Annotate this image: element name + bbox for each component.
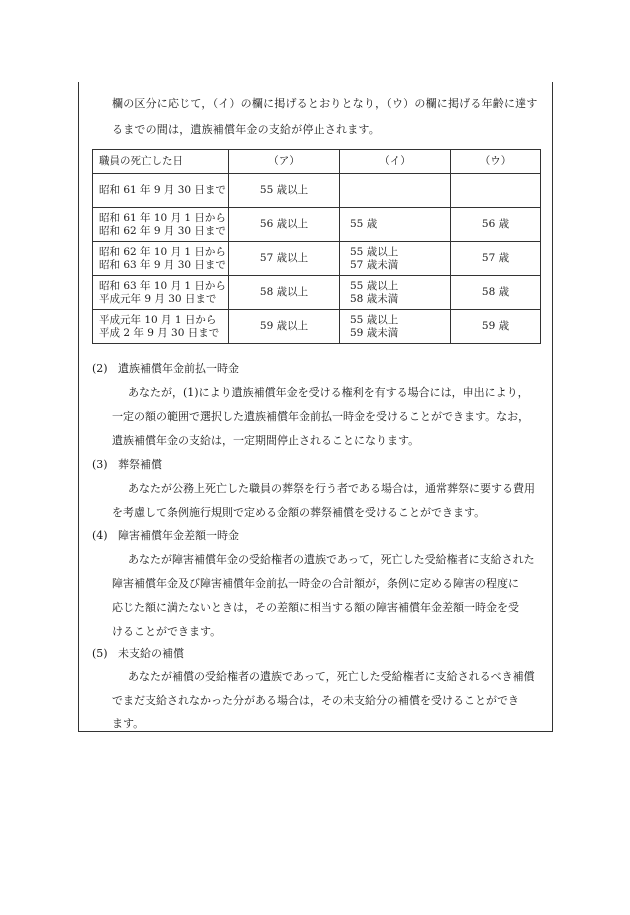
cell-i	[340, 242, 451, 276]
cell-a: 56 歳以上	[229, 208, 340, 242]
section-heading	[92, 647, 184, 661]
cell-date	[93, 310, 229, 344]
section-text-line: 一定の額の範囲で選択した遺族補償年金前払一時金を受けることができます。なお，	[112, 410, 530, 423]
date-line: 昭和 62 年 10 月 1 日から	[99, 245, 226, 258]
cell-date	[93, 276, 229, 310]
cell-a: 58 歳以上	[229, 276, 340, 310]
cell-date	[93, 208, 229, 242]
header-a: （ア）	[229, 150, 340, 174]
section-heading	[92, 458, 162, 472]
intro-line-2: るまでの間は，遺族補償年金の支給が停止されます。	[112, 123, 380, 136]
cell-date	[93, 174, 229, 208]
age-line: 55 歳以上	[350, 279, 399, 292]
table-row	[93, 208, 541, 242]
header-i: （イ）	[340, 150, 451, 174]
cell-u: 57 歳	[451, 242, 541, 276]
section-heading	[92, 362, 239, 376]
date-line: 昭和 62 年 9 月 30 日まで	[99, 224, 226, 237]
intro-line-1: 欄の区分に応じて，（イ）の欄に掲げるとおりとなり，（ウ）の欄に掲げる年齢に達す	[112, 97, 538, 110]
cell-u: 58 歳	[451, 276, 541, 310]
cell-i	[340, 276, 451, 310]
age-line: 55 歳	[350, 218, 378, 230]
header-death-date: 職員の死亡した日	[93, 150, 229, 174]
date-line: 昭和 63 年 9 月 30 日まで	[99, 258, 226, 271]
date-line: 平成元年 10 月 1 日から	[99, 313, 217, 326]
section-text-line: あなたが，(1)により遺族補償年金を受ける権利を有する場合には，申出により，	[128, 386, 529, 399]
date-line: 平成元年 9 月 30 日まで	[99, 292, 217, 305]
cell-u: 59 歳	[451, 310, 541, 344]
cell-i	[340, 208, 451, 242]
age-line: 58 歳未満	[350, 292, 399, 305]
section-text-line: けることができます。	[112, 625, 222, 638]
cell-date	[93, 242, 229, 276]
age-line: 55 歳以上	[350, 313, 399, 326]
section-number: (3)	[92, 458, 108, 471]
table-row	[93, 242, 541, 276]
section-title: 未支給の補償	[118, 647, 184, 660]
table-row	[93, 174, 541, 208]
section-title: 葬祭補償	[118, 458, 162, 471]
section-text-line: を考慮して条例施行規則で定める金額の葬祭補償を受けることができます。	[112, 506, 486, 519]
section-title: 障害補償年金差額一時金	[118, 529, 239, 542]
section-text-line: あなたが補償の受給権者の遺族であって，死亡した受給権者に支給されるべき補償	[128, 670, 535, 683]
section-text-line: 障害補償年金及び障害補償年金前払一時金の合計額が，条例に定める障害の程度に	[112, 577, 519, 590]
date-line: 昭和 61 年 9 月 30 日まで	[99, 184, 226, 196]
cell-a: 59 歳以上	[229, 310, 340, 344]
date-line: 平成 2 年 9 月 30 日まで	[99, 326, 220, 339]
section-text-line: 応じた額に満たないときは，その差額に相当する額の障害補償年金差額一時金を受	[112, 601, 519, 614]
section-number: (2)	[92, 362, 108, 375]
section-text-line: でまだ支給されなかった分がある場合は，その未支給分の補償を受けることができ	[112, 694, 519, 707]
section-number: (5)	[92, 647, 108, 660]
benefit-age-table	[92, 149, 541, 344]
section-number: (4)	[92, 529, 108, 542]
cell-u	[451, 174, 541, 208]
section-text-line: あなたが公務上死亡した職員の葬祭を行う者である場合は，通常葬祭に要する費用	[128, 482, 535, 495]
section-text-line: あなたが障害補償年金の受給権者の遺族であって，死亡した受給権者に支給された	[128, 553, 535, 566]
section-title: 遺族補償年金前払一時金	[118, 362, 239, 375]
section-text-line: 遺族補償年金の支給は，一定期間停止されることになります。	[112, 434, 420, 447]
cell-a: 55 歳以上	[229, 174, 340, 208]
cell-i	[340, 174, 451, 208]
age-line: 55 歳以上	[350, 245, 399, 258]
cell-a: 57 歳以上	[229, 242, 340, 276]
table-row	[93, 310, 541, 344]
date-line: 昭和 61 年 10 月 1 日から	[99, 211, 226, 224]
date-line: 昭和 63 年 10 月 1 日から	[99, 279, 226, 292]
age-line: 59 歳未満	[350, 326, 399, 339]
cell-i	[340, 310, 451, 344]
table-row	[93, 276, 541, 310]
section-text-line: ます。	[112, 717, 145, 730]
age-line: 57 歳未満	[350, 258, 399, 271]
cell-u: 56 歳	[451, 208, 541, 242]
section-heading	[92, 529, 239, 543]
header-u: （ウ）	[451, 150, 541, 174]
table-header-row	[93, 150, 541, 174]
